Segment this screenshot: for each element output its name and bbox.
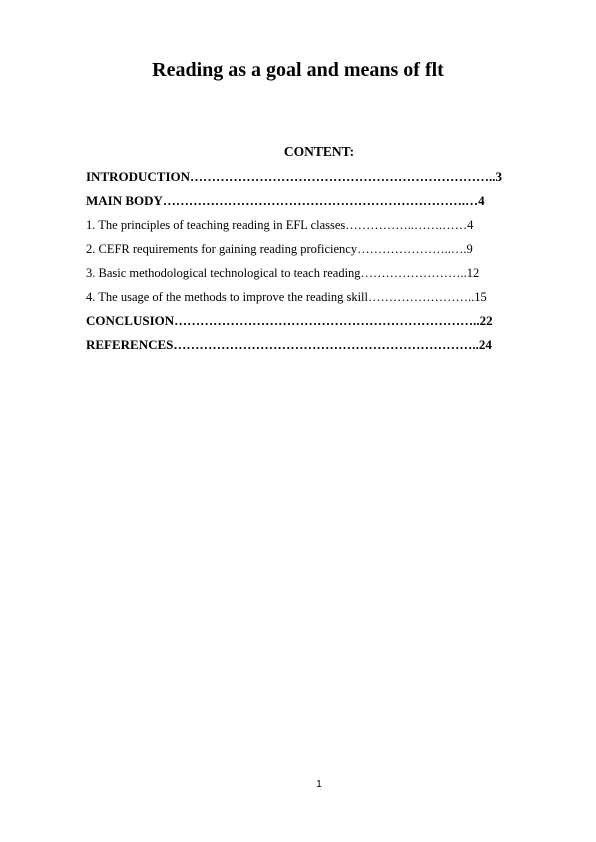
toc-entry-methodological: 3. Basic methodological technological to teach reading……………………..12: [86, 266, 480, 280]
document-title: Reading as a goal and means of flt: [152, 59, 444, 81]
toc-entry-cefr: 2. CEFR requirements for gaining reading proficiency…………………..….9: [86, 242, 473, 256]
toc-entry-conclusion: CONCLUSION……………………………………………………………..22: [86, 313, 493, 328]
toc-entry-main-body: MAIN BODY…………………………………………………………….…4: [86, 193, 485, 208]
page-number: 1: [316, 779, 322, 790]
toc-entry-references: REFERENCES……………………………………………………………..24: [86, 337, 492, 352]
toc-entry-methods-usage: 4. The usage of the methods to improve the reading skill……………………..15: [86, 290, 487, 304]
toc-entry-introduction: INTRODUCTION……………………………………………………………..3: [86, 169, 503, 184]
contents-heading: CONTENT:: [283, 144, 355, 159]
toc-entry-principles: 1. The principles of teaching reading in EFL classes……………..…….……4: [86, 218, 474, 232]
